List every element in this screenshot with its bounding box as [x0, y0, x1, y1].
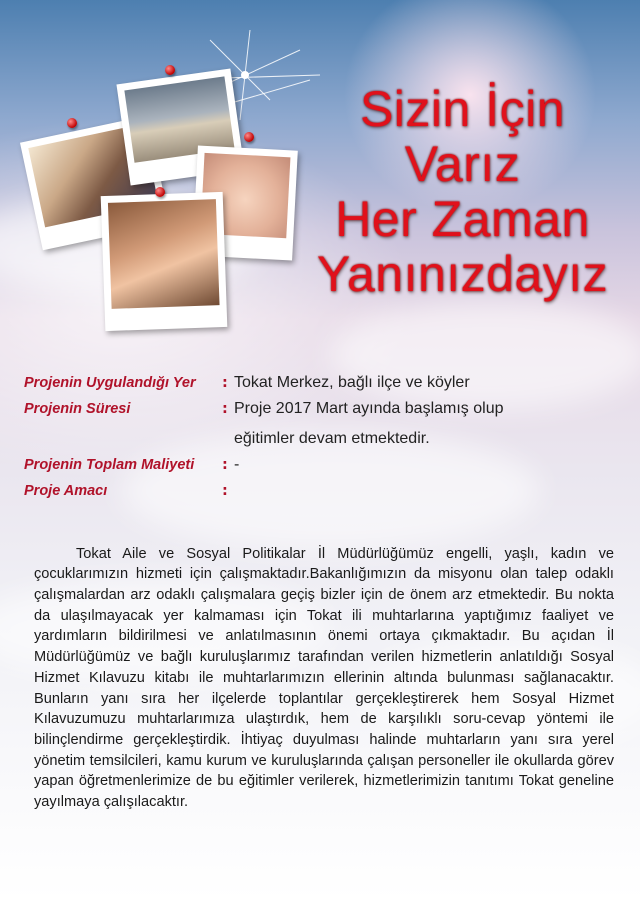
project-duration-row	[24, 398, 624, 424]
project-location-value: Tokat Merkez, bağlı ilçe ve köyler	[234, 374, 470, 391]
photo-parents-with-child	[101, 192, 228, 331]
headline-line: Sizin İçin	[359, 81, 566, 137]
project-cost-value: -	[234, 456, 240, 473]
push-pin-icon	[67, 118, 77, 128]
headline-line: Yanınızdayız	[316, 246, 609, 302]
project-duration-row-cont	[24, 424, 624, 454]
project-duration-value: Proje 2017 Mart ayında başlamış olup	[234, 400, 504, 417]
project-location-label: Projenin Uygulandığı Yer	[24, 375, 196, 391]
push-pin-icon	[244, 132, 254, 142]
project-location-row	[24, 372, 624, 398]
project-cost-label: Projenin Toplam Maliyeti	[24, 457, 195, 473]
colon: :	[222, 375, 228, 391]
push-pin-icon	[155, 187, 165, 197]
headline-line: Her Zaman	[335, 191, 590, 247]
project-description: Tokat Aile ve Sosyal Politikalar İl Müdürlüğümüz engelli, yaşlı, kadın ve çocuklarımızın hizmeti için çalışmaktadır.Bakanlığımızın da misyonu olan talep odaklı çalışmalardan arz odaklı çalışmalara geçiş bizler için de önem arz etmektedir. Bu nokta da ulaşılmayacak yer kalmaması için Tokat ili muhtarlarına yaptığımız faaliyet ve yardımların bildirilmesi ve anlatılmasının önemi ortaya çıkmaktadır. Bu açıdan İl Müdürlüğümüz ve bağlı kuruluşlarımız tarafından verilen hizmetlerin anlatıldığı Sosyal Hizmet Kılavuzu kitabı ile muhtarlarımızın ellerinin altında bulunması sağlanacaktır. Bunların yanı sıra her ilçelerde toplantılar gerçekleştirerek hem Sosyal Hizmet Kılavuzumuzu muhtarlarımıza ulaştırdık, hem de karşılıklı soru-cevap yöntemi ile bilinçlendirme gerçekleştirdik. İhtiyaç duyulması halinde muhtarların yanı sıra yerel yönetim temsilcileri, kamu kurum ve kuruluşlarında çalışan personeller ile okullarda görev yapan öğretmenlerimize de bu eğitimler verilerek, hizmetlerimizin tanıtımı Tokat geneline yayılmaya çalışılacaktır.	[34, 545, 614, 811]
project-cost-row	[24, 454, 624, 480]
colon: :	[222, 483, 228, 499]
project-purpose-row	[24, 480, 624, 506]
colon: :	[222, 401, 228, 417]
project-duration-value-cont: eğitimler devam etmektedir.	[234, 430, 430, 447]
colon: :	[222, 457, 228, 473]
project-purpose-label: Proje Amacı	[24, 483, 108, 499]
headline-slogan	[290, 82, 635, 302]
project-info	[24, 372, 624, 506]
project-duration-label: Projenin Süresi	[24, 401, 131, 417]
push-pin-icon	[165, 65, 175, 75]
headline-line: Varız	[404, 136, 521, 192]
